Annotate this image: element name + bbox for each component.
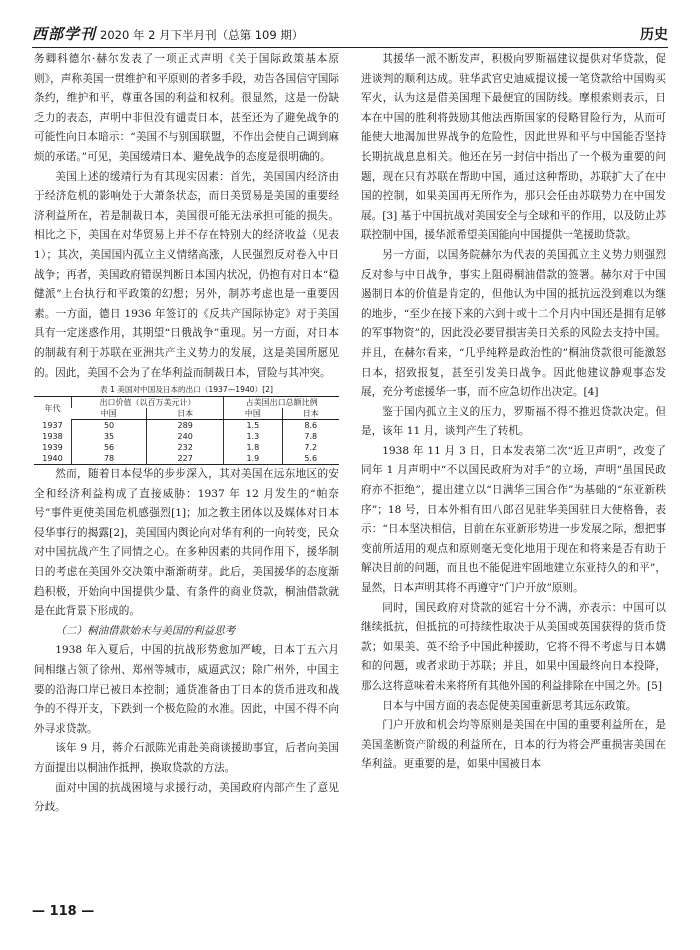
table-cell: 1.9 xyxy=(224,453,282,465)
table-cell: 289 xyxy=(147,420,224,432)
paragraph: 该年 9 月，蒋介石派陈光甫赴美商谈援助事宜，后者向美国方面提出以桐油作抵押，换取贷款的方法。 xyxy=(34,742,339,774)
table-cell: 7.2 xyxy=(282,442,339,453)
table-cell: 8.6 xyxy=(282,420,339,432)
paragraph: 另一方面，以国务院赫尔为代表的美国孤立主义势力则强烈反对参与中日战争，事实上阻碍桐油借款的签署。赫尔对于中国遏制日本的价值是肯定的，但他认为中国的抵抗远没到难以为继的地步，“至少在接下来的六到十或十二个月内中国还是拥有足够的军事物资”的，因此没必要冒損害美日关系的风险去支持中国。并且，在赫尔看来，“几乎纯粹是政治性的”桐油贷款很可能激怒日本，招致报复，甚至引发美日战争。因此他建议静观事态发展，充分考虑援华一事，而不应急切作出决定。[4] xyxy=(361,248,666,399)
journal-info xyxy=(32,23,303,44)
table-cell: 1939 xyxy=(42,443,63,453)
table-cell: 240 xyxy=(147,431,224,442)
table-header-value: 出口价值（以百万美元计） xyxy=(71,397,223,409)
page-header xyxy=(32,22,668,48)
paragraph: 然而，随着日本侵华的步步深入，其对美国在远东地区的安全和经济利益构成了直接威胁：1937 年 12 月发生的“帕奈号”事件更使美国危机感强烈[1]；加之教主团体以及媒体对日本侵华事行的揭露[2]，美国国内舆论向对华有利的一向转变，民众对中国抗战产生了同情之心。在多种因素的共同作用下，援华制日的考虑在美国外交决策中渐渐萌芽。此后，美国援华的态度渐趋积极，开始向中国提供少量、有条件的商业贷款，桐油借款就是在此背景下形成的。 xyxy=(34,468,339,618)
left-column xyxy=(34,50,339,900)
table-cell: 232 xyxy=(147,442,224,453)
table-header-japan: 日本 xyxy=(282,408,339,420)
export-table-block xyxy=(34,384,339,465)
table-cell: 1940 xyxy=(34,453,71,465)
issue-info: 2020 年 2 月下半月刊（总第 109 期） xyxy=(100,28,304,42)
table-cell: 5.6 xyxy=(282,453,339,465)
section-subheading: （二）桐油借款始末与美国的利益思考 xyxy=(55,624,236,637)
paragraph: 鉴于国内孤立主义的压力，罗斯福不得不推迟贷款决定。但是，该年 11 月，谈判产生了转机。 xyxy=(361,405,666,438)
table-header-china: 中国 xyxy=(224,408,282,420)
table-cell: 227 xyxy=(147,453,224,465)
paragraph: 1938 年入夏后，中国的抗战形势愈加严峻，日本丁五六月间相继占领了徐州、郑州等城市，威逼武汉；除广州外，中国主要的沿海口岸已被日本控制；通货准备由丁日本的货币进攻和战争的不得开支，下跌到一个极危险的水准。因此，中国不得不向外寻求贷款。 xyxy=(34,644,339,735)
table-row xyxy=(34,431,339,442)
table-cell: 1938 xyxy=(42,432,63,442)
table-cell: 1937 xyxy=(42,420,63,430)
paragraph: 面对中国的抗战困境与求援行动，美国政府内部产生了意见分歧。 xyxy=(34,781,339,814)
journal-logo: 西部学刊 xyxy=(32,25,97,43)
table-caption: 表 1 美国对中国及日本的出口（1937—1940）[2] xyxy=(100,385,273,395)
paragraph: 务卿科德尔·赫尔发表了一项正式声明《关于国际政策基本原则》，声称美国一贯维护和平原则的者多手段，劝告各国信守国际条约，维护和平，尊重各国的利益和权利。很显然，这是一份缺乏力的表态，声明中非但没有谴责日本，甚至还为了避免战争的可能性向日本暗示：“美国不与别国联盟，不作出会使自己调到麻烦的承诺。”可见，美国缓靖日本、避免战争的态度是很明确的。 xyxy=(34,53,339,163)
table-cell: 1.5 xyxy=(224,420,282,432)
paragraph: 1938 年 11 月 3 日，日本发表第二次“近卫声明”，改变了同年 1 月声明中“不以国民政府为对手”的立场，声明“虽国民政府亦不拒绝”，提出建立以“日满华三国合作”为基础的“东亚新秩序”；18 号，日本外相有田八郎召见驻华美国驻日大使格鲁，表示：“日本坚决相信，目前在东亚新形势进一步发展之际，想把事变前所适用的观点和原则毫无变化地用于现在和将来是否有助于解决目前的问题，而且也不能促进牢固地建立东亚持久的和平”，显然，日本声明其将不再遵守“门户开放”原则。 xyxy=(361,444,666,595)
table-cell: 7.8 xyxy=(282,431,339,442)
paragraph: 其援华一派不断发声，积极向罗斯福建议提供对华贷款，促进谈判的顺利达成。驻华武官史迪威提议援一笔贷款给中国购买军火，认为这是借美国理下最便宜的国防线。摩根索则表示，日本在中国的胜利将鼓励其他法西斯国家的侵略冒险行为，从而可能使大地渴加世界战争的危险性，因此世界和平与中国能否坚持长期抗战息息相关。他还在另一封信中指出了一个极为重要的问题，现在只有苏联在帮助中国，通过这种帮助，苏联扩大了在中国的控制，如果美国再无所作为，那只会任由苏联势力在中国发展。[3] 基于中国抗战对美国安全与全球和平的作用，以及防止苏联控制中国，援华派希望美国能向中国提供一笔援助贷款。 xyxy=(361,53,666,242)
right-column xyxy=(361,50,666,900)
table-header-china: 中国 xyxy=(71,408,146,420)
article-body xyxy=(34,50,666,900)
paragraph: 同时，国民政府对贷款的延宕十分不满，亦表示：中国可以继续抵抗，但抵抗的可持续性取决于从美国或英国获得的货币贷款；如果美、英不给予中国此种援助，它将不得不考虑与日本媾和的问题，或者求助于苏联；并且，如果中国最终向日本投降，那么这将意味着未来将所有其他外国的利益排除在中国之外。[5] xyxy=(361,601,666,692)
table-row xyxy=(34,442,339,453)
table-cell: 35 xyxy=(71,431,146,442)
table-header-share: 占美国出口总额比例 xyxy=(224,397,339,409)
export-table xyxy=(34,396,339,465)
table-cell: 56 xyxy=(71,442,146,453)
page-number: — 118 — xyxy=(32,904,95,919)
paragraph: 门户开放和机会均等原则是美国在中国的重要利益所在，是美国垄断资产阶级的利益所在，日本的行为将会严重损害美国在华利益。更重要的是，如果中国被日本 xyxy=(361,719,666,771)
paragraph: 美国上述的缓靖行为有其现实因素：首先，美国国内经济由于经济危机的影响处于大萧条状态，而日美贸易是美国的重要经济利益所在，若是制裁日本，美国很可能无法承担可能的损失。相比之下，美国在对华贸易上并不存在特别大的经济收益（见表 1）；其次，美国国内孤立主义情绪高涨，人民强烈反对卷入中日战争；再者，美国政府错误判断日本国内状况，仍抱有对日本“稳健派”上台执行和平政策的幻想；另外，制苏考虑也是一重要因素。一方面，德日 1936 年签订的《反共产国际协定》对于美国具有一定迷惑作用，其期望“日俄战争”重现。另一方面，对日本的制裁有利于苏联在亚洲共产主义势力的发展，这是美国所愿见的。因此，美国不会为了在华利益而制裁日本，冒险与其冲突。 xyxy=(34,170,339,379)
table-cell: 1.3 xyxy=(224,431,282,442)
table-row xyxy=(34,420,339,432)
table-cell: 50 xyxy=(71,420,146,432)
section-name: 历史 xyxy=(640,27,668,43)
table-row xyxy=(34,453,339,465)
table-cell: 78 xyxy=(71,453,146,465)
table-header-year: 年代 xyxy=(34,397,71,420)
paragraph: 日本与中国方面的表态促使美国重新思考其远东政策。 xyxy=(382,699,637,712)
table-cell: 1.8 xyxy=(224,442,282,453)
table-header-japan: 日本 xyxy=(147,408,224,420)
